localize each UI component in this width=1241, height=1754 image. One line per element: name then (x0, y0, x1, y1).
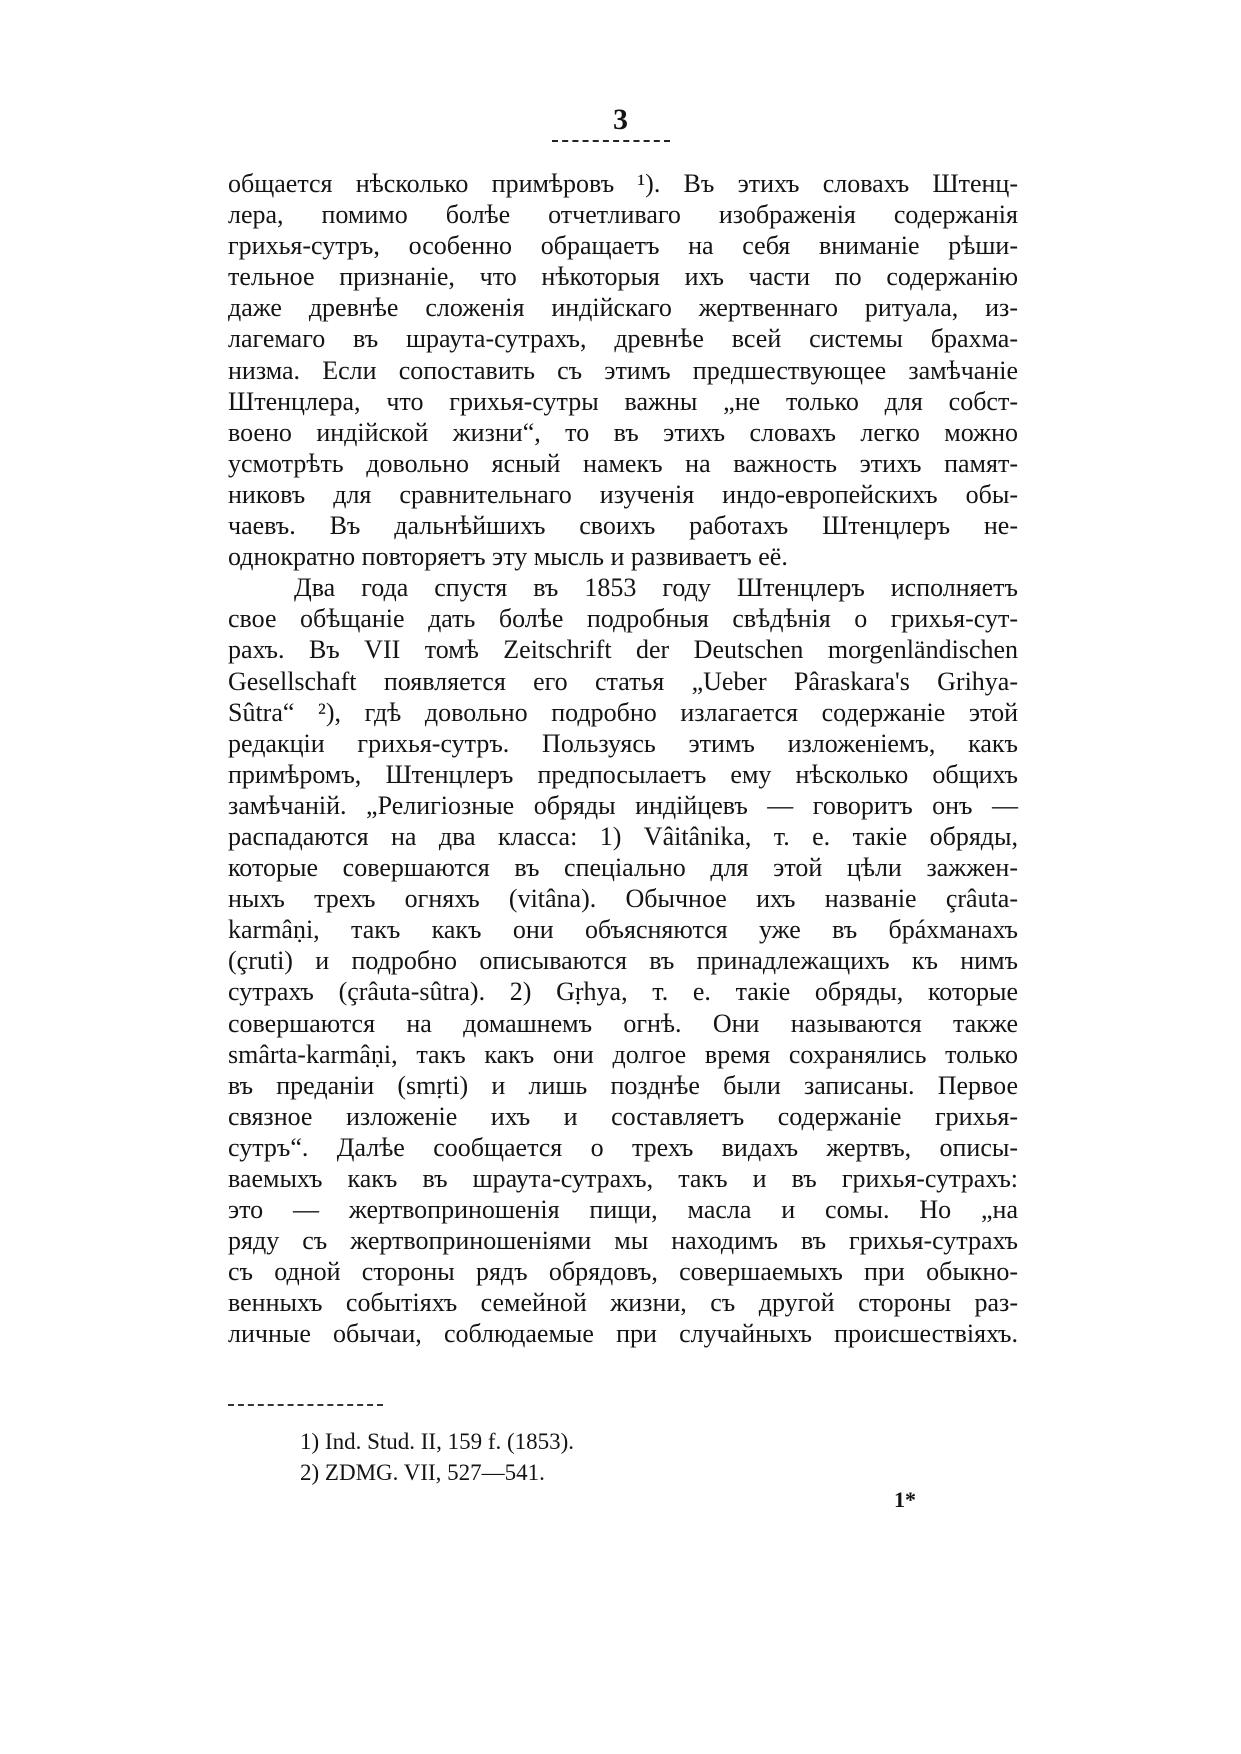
text-line: усмотрѣть довольно ясный намекъ на важность этихъ памят- (228, 448, 1018, 478)
text-line: Sûtra“ ²), гдѣ довольно подробно излагается содержаніе этой (228, 697, 1018, 727)
text-line: редакціи грихья-сутръ. Пользуясь этимъ изложеніемъ, какъ (228, 728, 1018, 758)
text-line: Gesellschaft появляется его статья „Ueber Pâraskara's Grihya- (228, 666, 1018, 696)
text-line: даже древнѣе сложенія индійскаго жертвеннаго ритуала, из- (228, 293, 1018, 323)
text-line: лера, помимо болѣе отчетливаго изображенія содержанія (228, 200, 1018, 230)
text-line: это — жертвоприношенія пищи, масла и сомы. Но „на (228, 1195, 1018, 1225)
text-line: въ преданіи (smṛti) и лишь позднѣе были записаны. Первое (228, 1070, 1018, 1100)
text-line: Штенцлера, что грихья-сутры важны „не только для собст- (228, 386, 1018, 416)
footnote-rule (228, 1404, 383, 1406)
text-line: примѣромъ, Штенцлеръ предпосылаетъ ему нѣсколько общихъ (228, 759, 1018, 789)
text-line: низма. Если сопоставить съ этимъ предшествующее замѣчаніе (228, 355, 1018, 385)
text-line: замѣчаній. „Религіозные обряды индійцевъ — говоритъ онъ — (228, 790, 1018, 820)
text-line: общается нѣсколько примѣровъ ¹). Въ этихъ словахъ Штенц- (228, 169, 1018, 198)
text-line: сутръ“. Далѣе сообщается о трехъ видахъ жертвъ, описы- (228, 1132, 1018, 1162)
text-line: венныхъ событіяхъ семейной жизни, съ другой стороны раз- (228, 1288, 1018, 1318)
text-line: однократно повторяетъ эту мысль и развиваетъ её. (228, 542, 788, 572)
text-line: ныхъ трехъ огняхъ (vitâna). Обычное ихъ названіе çrâuta- (228, 884, 1018, 914)
text-line: связное изложеніе ихъ и составляетъ содержаніе грихья- (228, 1101, 1018, 1131)
paragraph-start-line: Два года спустя въ 1853 году Штенцлеръ исполняетъ (294, 573, 1018, 603)
signature-mark: 1* (894, 1487, 916, 1512)
text-line: smârta-karmâṇi, такъ какъ они долгое время сохранялись только (228, 1039, 1018, 1069)
text-line: ряду съ жертвоприношеніями мы находимъ въ грихья-сутрахъ (228, 1226, 1018, 1256)
text-line: karmâṇi, такъ какъ они объясняются уже въ брáхманахъ (228, 915, 1018, 945)
text-line: распадаются на два класса: 1) Vâitânika, т. е. такіе обряды, (228, 821, 1018, 851)
text-line: воено индійской жизни“, то въ этихъ словахъ легко можно (228, 417, 1018, 447)
footnotes (300, 1426, 900, 1488)
text-line: сутрахъ (çrâuta-sûtra). 2) Gṛhya, т. е. такіе обряды, которые (228, 977, 1018, 1007)
text-line: лагемаго въ шраута-сутрахъ, древнѣе всей системы брахма- (228, 324, 1018, 354)
text-line: личные обычаи, соблюдаемые при случайныхъ происшествіяхъ. (228, 1319, 1018, 1349)
text-line: никовъ для сравнительнаго изученія индо-европейскихъ обы- (228, 479, 1018, 509)
text-line: грихья-сутръ, особенно обращаетъ на себя вниманіе рѣши- (228, 231, 1018, 261)
footnote: 2) ZDMG. VII, 527—541. (300, 1460, 545, 1485)
text-line: свое обѣщаніе дать болѣе подробныя свѣдѣнія о грихья-сут- (228, 604, 1018, 634)
page-number-rule (552, 140, 670, 142)
text-line: рахъ. Въ VII томѣ Zeitschrift der Deutschen morgenländischen (228, 635, 1018, 665)
text-line: чаевъ. Въ дальнѣйшихъ своихъ работахъ Штенцлеръ не- (228, 511, 1018, 541)
footnote: 1) Ind. Stud. II, 159 f. (1853). (300, 1429, 575, 1454)
text-line: тельное признаніе, что нѣкоторыя ихъ части по содержанію (228, 262, 1018, 292)
text-line: которые совершаются въ спеціально для этой цѣли зажжен- (228, 853, 1018, 883)
text-line: ваемыхъ какъ въ шраута-сутрахъ, такъ и въ грихья-сутрахъ: (228, 1164, 1018, 1193)
text-line: (çruti) и подробно описываются въ принадлежащихъ къ нимъ (228, 946, 1018, 976)
page-number: 3 (613, 103, 628, 136)
text-line: съ одной стороны рядъ обрядовъ, совершаемыхъ при обыкно- (228, 1257, 1018, 1287)
text-line: совершаются на домашнемъ огнѣ. Они называются также (228, 1008, 1018, 1038)
body-text (228, 168, 1018, 1350)
